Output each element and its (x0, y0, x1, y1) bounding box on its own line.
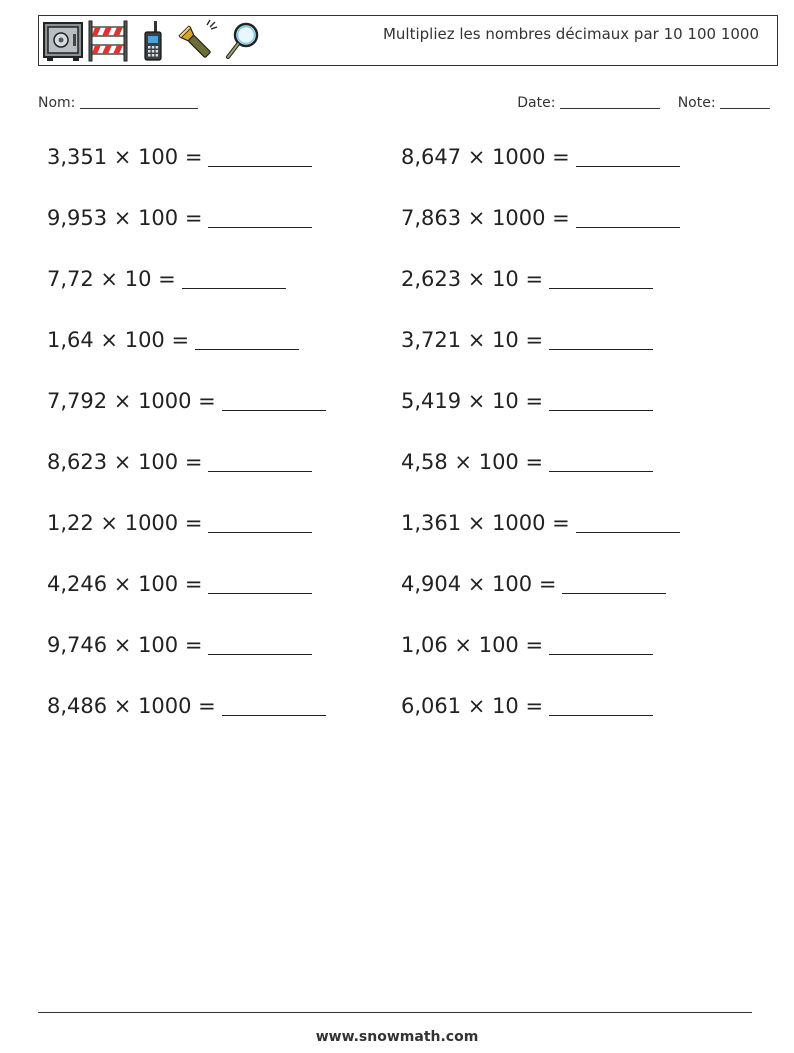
problem-expression: 5,419 × 10 = (401, 389, 544, 413)
header-icons (42, 19, 264, 63)
answer-blank[interactable] (549, 390, 653, 411)
problem-expression: 8,486 × 1000 = (47, 694, 216, 718)
answer-blank[interactable] (549, 268, 653, 289)
road-barrier-icon (87, 19, 129, 63)
date-note-fields (517, 94, 770, 111)
worksheet-title: Multipliez les nombres décimaux par 10 100 1000 (382, 25, 760, 43)
note-label: Note: (677, 95, 716, 111)
date-blank[interactable] (560, 94, 660, 109)
answer-blank[interactable] (222, 390, 326, 411)
problem-item (401, 328, 653, 352)
problem-item (47, 145, 312, 169)
flashlight-icon (177, 19, 219, 63)
answer-blank[interactable] (208, 451, 312, 472)
problem-expression: 1,06 × 100 = (401, 633, 544, 657)
answer-blank[interactable] (208, 634, 312, 655)
problem-expression: 7,792 × 1000 = (47, 389, 216, 413)
answer-blank[interactable] (549, 329, 653, 350)
problem-expression: 1,64 × 100 = (47, 328, 190, 352)
problem-item (47, 450, 312, 474)
worksheet-header (38, 15, 778, 66)
answer-blank[interactable] (208, 146, 312, 167)
problem-item (401, 633, 653, 657)
problem-item (47, 389, 326, 413)
date-label: Date: (517, 95, 556, 111)
note-blank[interactable] (720, 94, 770, 109)
problem-item (47, 328, 299, 352)
walkie-talkie-icon (132, 19, 174, 63)
problem-item (401, 389, 653, 413)
problem-item (401, 694, 653, 718)
problem-expression: 4,904 × 100 = (401, 572, 557, 596)
answer-blank[interactable] (576, 146, 680, 167)
problem-expression: 4,58 × 100 = (401, 450, 544, 474)
problem-expression: 4,246 × 100 = (47, 572, 203, 596)
answer-blank[interactable] (562, 573, 666, 594)
problem-expression: 1,22 × 1000 = (47, 511, 203, 535)
answer-blank[interactable] (576, 207, 680, 228)
answer-blank[interactable] (576, 512, 680, 533)
problem-expression: 1,361 × 1000 = (401, 511, 570, 535)
problem-expression: 7,863 × 1000 = (401, 206, 570, 230)
name-field (38, 94, 198, 111)
problem-expression: 8,623 × 100 = (47, 450, 203, 474)
magnifying-glass-icon (222, 19, 264, 63)
problem-item (401, 511, 680, 535)
name-blank[interactable] (80, 94, 198, 109)
answer-blank[interactable] (208, 573, 312, 594)
name-label: Nom: (38, 95, 76, 111)
problem-expression: 3,351 × 100 = (47, 145, 203, 169)
safe-icon (42, 19, 84, 63)
footer-site: www.snowmath.com (315, 1029, 479, 1045)
problem-item (401, 450, 653, 474)
problem-item (47, 206, 312, 230)
answer-blank[interactable] (195, 329, 299, 350)
problem-expression: 6,061 × 10 = (401, 694, 544, 718)
answer-blank[interactable] (549, 695, 653, 716)
answer-blank[interactable] (549, 634, 653, 655)
answer-blank[interactable] (208, 207, 312, 228)
problem-item (47, 694, 326, 718)
problem-item (47, 633, 312, 657)
problem-item (401, 145, 680, 169)
problem-expression: 9,953 × 100 = (47, 206, 203, 230)
problem-item (401, 572, 666, 596)
problem-expression: 9,746 × 100 = (47, 633, 203, 657)
footer-divider (38, 1012, 752, 1013)
problem-item (401, 267, 653, 291)
answer-blank[interactable] (182, 268, 286, 289)
problem-item (47, 511, 312, 535)
problem-expression: 7,72 × 10 = (47, 267, 176, 291)
answer-blank[interactable] (208, 512, 312, 533)
problem-item (47, 267, 286, 291)
problem-expression: 3,721 × 10 = (401, 328, 544, 352)
answer-blank[interactable] (549, 451, 653, 472)
answer-blank[interactable] (222, 695, 326, 716)
problem-item (47, 572, 312, 596)
problem-item (401, 206, 680, 230)
problem-expression: 8,647 × 1000 = (401, 145, 570, 169)
problem-expression: 2,623 × 10 = (401, 267, 544, 291)
